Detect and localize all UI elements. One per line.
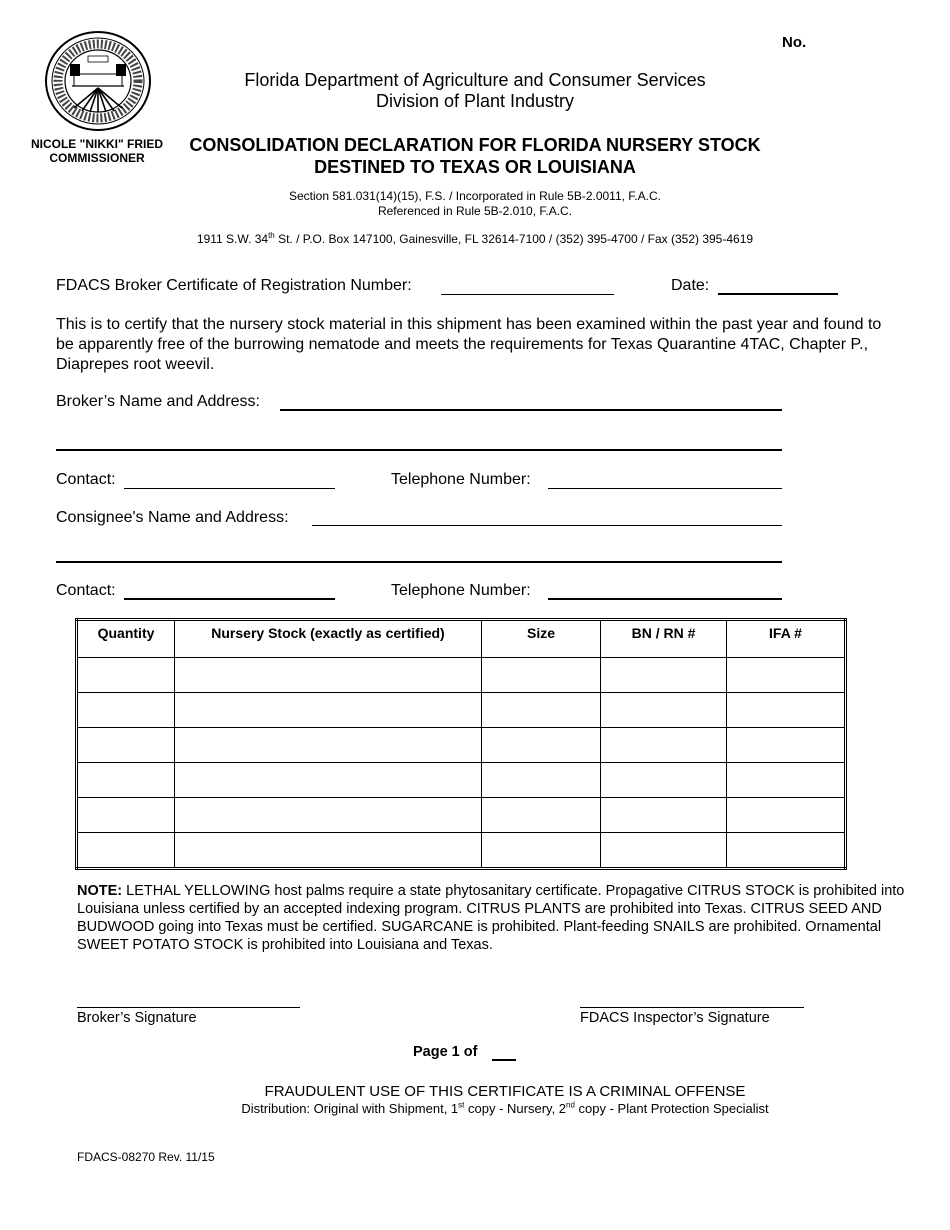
quantity-cell[interactable] xyxy=(77,763,175,798)
bn-rn-cell[interactable] xyxy=(601,728,727,763)
size-cell[interactable] xyxy=(482,658,601,693)
broker-cert-label: FDACS Broker Certificate of Registration Number: xyxy=(56,277,412,294)
ifa-cell[interactable] xyxy=(727,658,846,693)
consignee-address-field[interactable] xyxy=(56,561,782,563)
department-address: 1911 S.W. 34th St. / P.O. Box 147100, Gainesville, FL 32614-7100 / (352) 395-4700 / Fax (352) 395-4619 xyxy=(196,231,754,246)
column-header-ifa: IFA # xyxy=(727,620,846,658)
statute-line2: Referenced in Rule 5B-2.010, F.A.C. xyxy=(377,204,573,218)
table-row xyxy=(77,693,846,728)
size-cell[interactable] xyxy=(482,693,601,728)
size-cell[interactable] xyxy=(482,763,601,798)
broker-telephone-label: Telephone Number: xyxy=(391,471,531,488)
ifa-cell[interactable] xyxy=(727,728,846,763)
page-count-label: Page 1 of xyxy=(413,1044,478,1060)
table-row xyxy=(77,763,846,798)
size-cell[interactable] xyxy=(482,833,601,869)
size-cell[interactable] xyxy=(482,798,601,833)
total-pages-field[interactable] xyxy=(492,1059,516,1061)
consignee-name-field[interactable] xyxy=(312,525,782,526)
form-title xyxy=(170,134,780,178)
table-row xyxy=(77,728,846,763)
note-text: LETHAL YELLOWING host palms require a state phytosanitary certificate. Propagative CITRUS STOCK is prohibited into Louisiana unless certified by an accepted indexing program. CITRUS PLANTS are prohibited into Texas. CITRUS SEED AND BUDWOOD going into Texas must be certified. SUGARCANE is prohibited. Plant-feeding SNAILS are prohibited. Ornamental SWEET POTATO STOCK is prohibited into Louisiana and Texas. xyxy=(77,883,905,953)
form-title-line1: CONSOLIDATION DECLARATION FOR FLORIDA NURSERY STOCK xyxy=(189,135,761,155)
statute-reference xyxy=(170,189,780,219)
date-label: Date: xyxy=(671,277,710,294)
quantity-cell[interactable] xyxy=(77,728,175,763)
agency-name: Florida Department of Agriculture and Consumer Services xyxy=(244,70,706,90)
consignee-telephone-field[interactable] xyxy=(548,598,782,600)
broker-cert-number-field[interactable] xyxy=(441,294,614,295)
nursery-stock-table xyxy=(75,618,847,870)
distribution-instructions: Distribution: Original with Shipment, 1st copy - Nursery, 2nd copy - Plant Protection Specialist xyxy=(241,1100,769,1116)
quantity-cell[interactable] xyxy=(77,833,175,869)
inspector-signature-line[interactable] xyxy=(580,1007,804,1008)
bn-rn-cell[interactable] xyxy=(601,763,727,798)
nursery-stock-cell[interactable] xyxy=(175,693,482,728)
bn-rn-cell[interactable] xyxy=(601,798,727,833)
bn-rn-cell[interactable] xyxy=(601,693,727,728)
date-field[interactable] xyxy=(718,293,838,295)
commissioner-block xyxy=(22,137,172,165)
note-label: NOTE: xyxy=(77,883,123,899)
form-revision-number: FDACS-08270 Rev. 11/15 xyxy=(77,1150,215,1164)
consignee-telephone-label: Telephone Number: xyxy=(391,582,531,599)
bn-rn-cell[interactable] xyxy=(601,833,727,869)
restrictions-note xyxy=(77,882,917,954)
ifa-cell[interactable] xyxy=(727,693,846,728)
table-row xyxy=(77,658,846,693)
table-row xyxy=(77,833,846,869)
table-row xyxy=(77,798,846,833)
fraud-warning: FRAUDULENT USE OF THIS CERTIFICATE IS A CRIMINAL OFFENSE xyxy=(264,1083,746,1100)
commissioner-title: COMMISSIONER xyxy=(49,151,145,165)
ifa-cell[interactable] xyxy=(727,798,846,833)
agency-header xyxy=(170,70,780,112)
nursery-stock-cell[interactable] xyxy=(175,833,482,869)
column-header-bn-rn: BN / RN # xyxy=(601,620,727,658)
quantity-cell[interactable] xyxy=(77,798,175,833)
form-title-line2: DESTINED TO TEXAS OR LOUISIANA xyxy=(314,157,636,177)
form-number-label: No. xyxy=(782,34,807,51)
nursery-stock-cell[interactable] xyxy=(175,658,482,693)
quantity-cell[interactable] xyxy=(77,658,175,693)
ifa-cell[interactable] xyxy=(727,763,846,798)
consignee-name-label: Consignee's Name and Address: xyxy=(56,509,289,526)
broker-contact-field[interactable] xyxy=(124,488,335,489)
commissioner-name: NICOLE "NIKKI" FRIED xyxy=(30,137,164,151)
department-seal-logo xyxy=(44,30,152,132)
consignee-contact-field[interactable] xyxy=(124,598,335,600)
column-header-nursery-stock: Nursery Stock (exactly as certified) xyxy=(175,620,482,658)
nursery-stock-cell[interactable] xyxy=(175,728,482,763)
nursery-stock-cell[interactable] xyxy=(175,763,482,798)
bn-rn-cell[interactable] xyxy=(601,658,727,693)
nursery-stock-cell[interactable] xyxy=(175,798,482,833)
ifa-cell[interactable] xyxy=(727,833,846,869)
inspector-signature-label: FDACS Inspector’s Signature xyxy=(580,1010,770,1026)
broker-address-field[interactable] xyxy=(56,449,782,451)
consignee-contact-label: Contact: xyxy=(56,582,116,599)
broker-signature-line[interactable] xyxy=(77,1007,300,1008)
broker-contact-label: Contact: xyxy=(56,471,116,488)
broker-name-field[interactable] xyxy=(280,409,782,411)
table-body xyxy=(77,658,846,869)
broker-signature-label: Broker’s Signature xyxy=(77,1010,197,1026)
column-header-quantity: Quantity xyxy=(77,620,175,658)
size-cell[interactable] xyxy=(482,728,601,763)
table-header-row xyxy=(77,620,846,658)
broker-name-label: Broker’s Name and Address: xyxy=(56,393,260,410)
column-header-size: Size xyxy=(482,620,601,658)
division-name: Division of Plant Industry xyxy=(375,91,575,111)
broker-telephone-field[interactable] xyxy=(548,488,782,489)
certification-statement: This is to certify that the nursery stock material in this shipment has been examined within the past year and found to be apparently free of the burrowing nematode and meets the requirements for Texas Quarantine 4TAC, Chapter P., Diaprepes root weevil. xyxy=(56,316,882,373)
quantity-cell[interactable] xyxy=(77,693,175,728)
statute-line1: Section 581.031(14)(15), F.S. / Incorporated in Rule 5B-2.0011, F.A.C. xyxy=(289,189,661,203)
